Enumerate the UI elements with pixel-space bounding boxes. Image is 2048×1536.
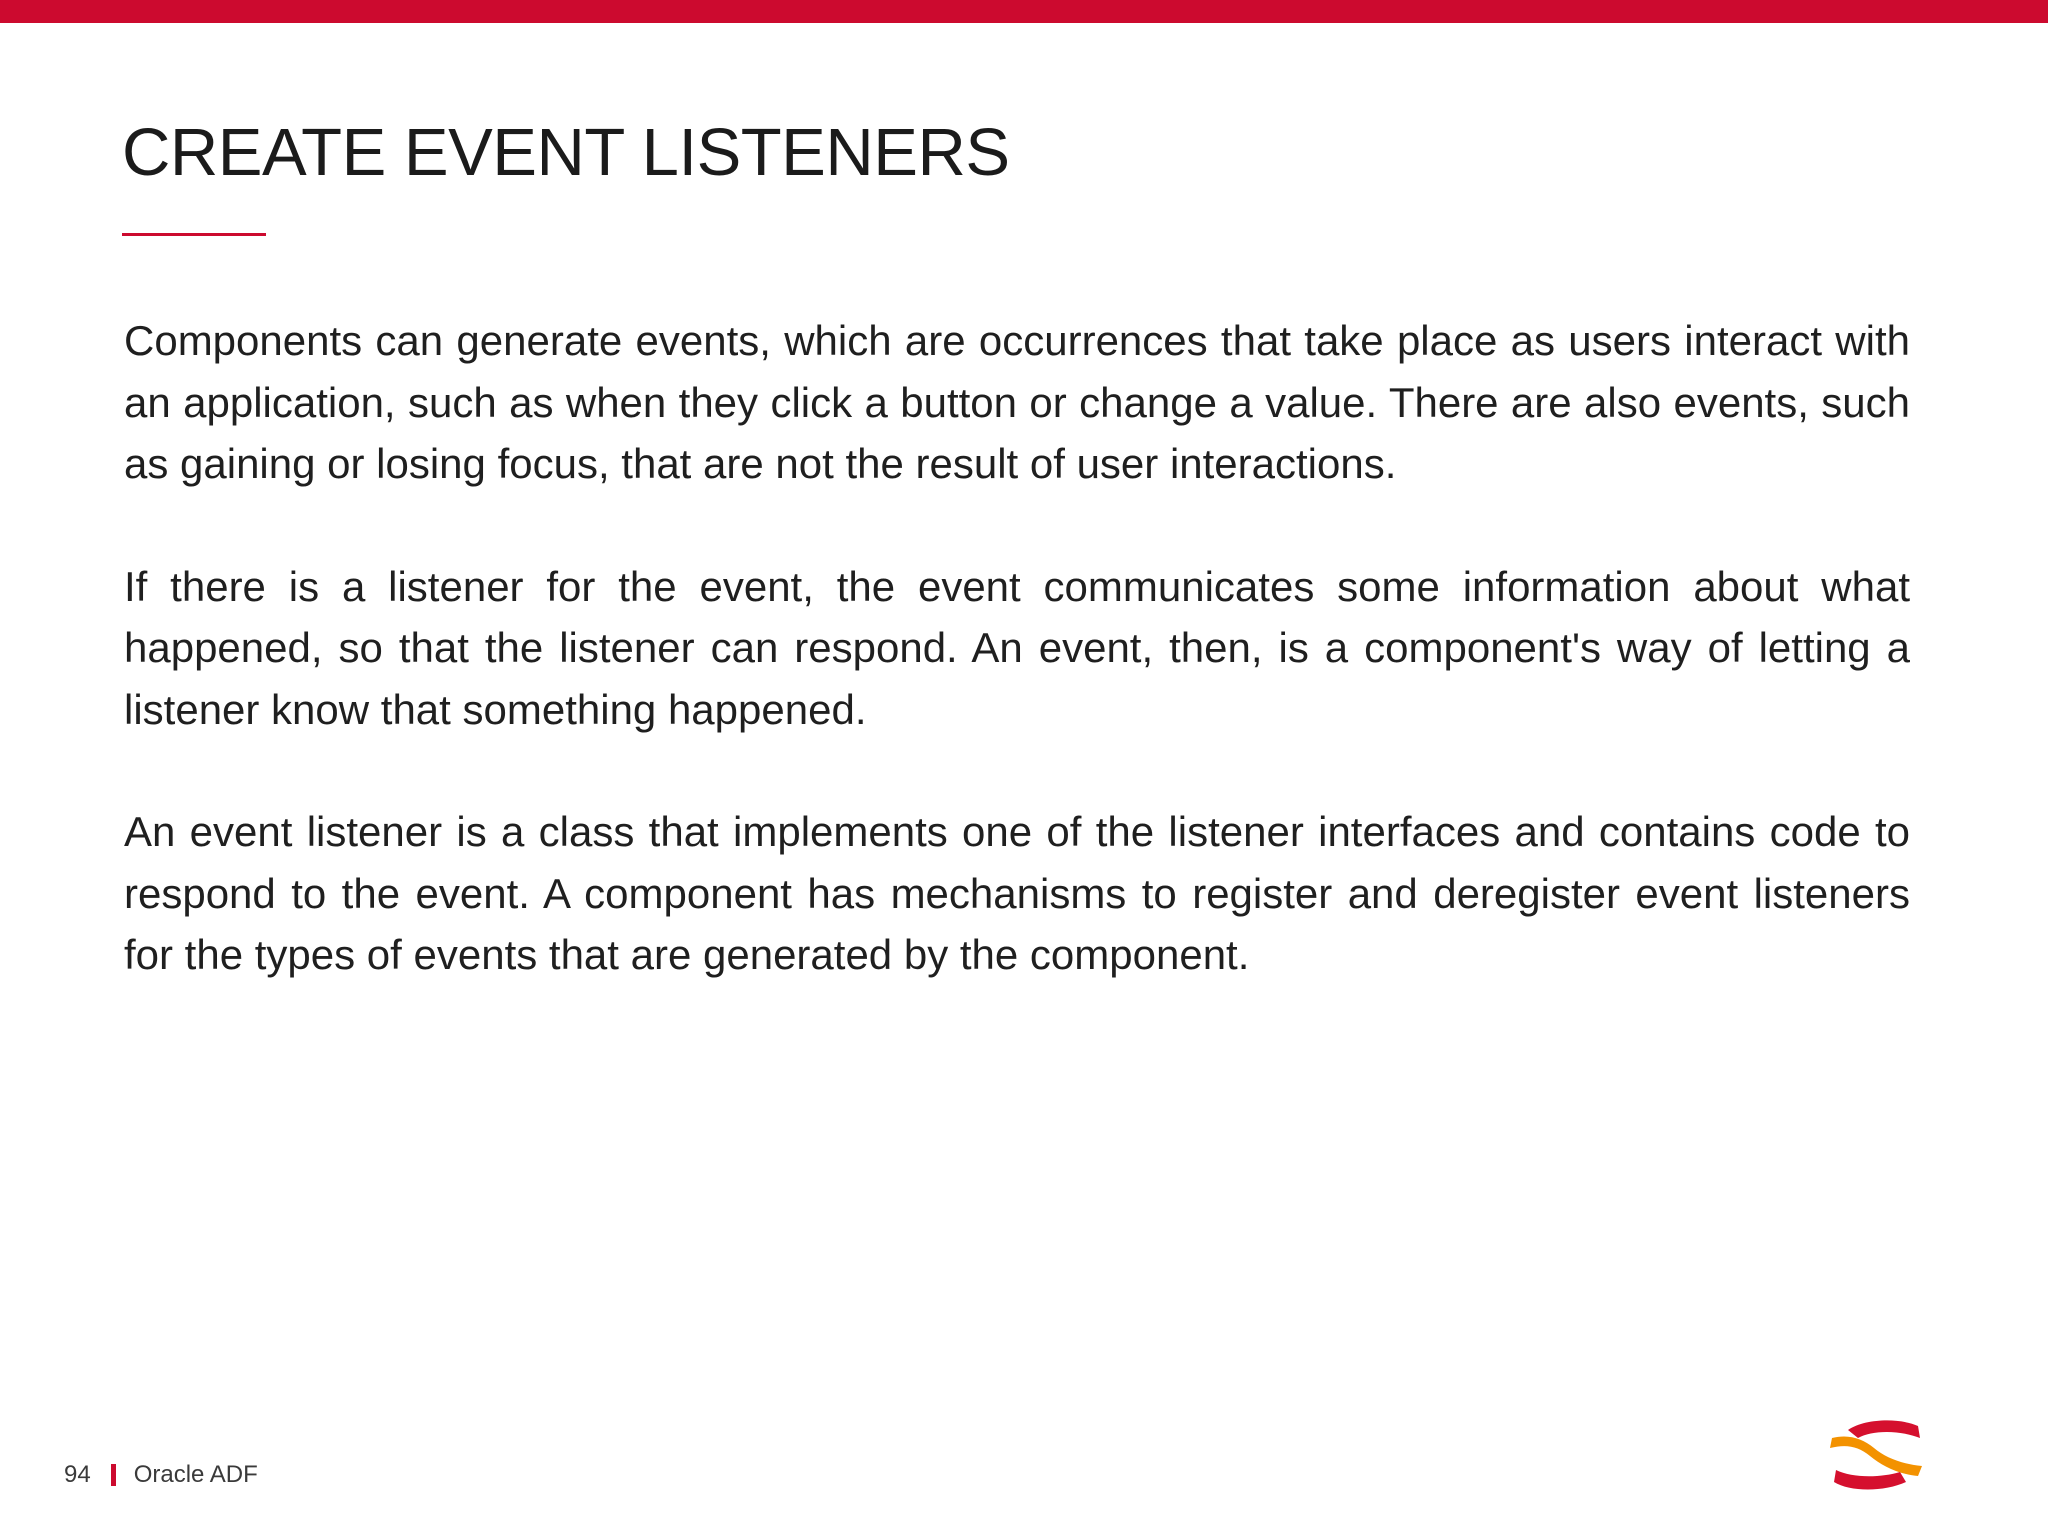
slide-title: CREATE EVENT LISTENERS xyxy=(122,115,1010,190)
logo-lower-red-swoosh xyxy=(1834,1470,1906,1490)
page-number: 94 xyxy=(64,1461,91,1488)
company-logo-icon xyxy=(1828,1416,1926,1492)
paragraph-1: Components can generate events, which are occurrences that take place as users interact with an application, such as when they click a button or change a value. There are also events, such as gaining or losing focus, that are not the result of user interactions. xyxy=(124,317,1910,487)
paragraph-2: If there is a listener for the event, the event communicates some information about what happened, so that the listener can respond. An event, then, is a component's way of letting a listener know that something happened. xyxy=(124,562,1910,733)
slide-body xyxy=(124,310,1910,1047)
logo-upper-red-swoosh xyxy=(1848,1420,1920,1438)
paragraph-3: An event listener is a class that implements one of the listener interfaces and contains code to respond to the event. A component has mechanisms to register and deregister event listeners for the types of events that are generated by the component. xyxy=(124,808,1910,978)
footer-separator xyxy=(111,1464,116,1486)
course-name: Oracle ADF xyxy=(133,1461,258,1488)
title-underline xyxy=(122,233,266,236)
footer xyxy=(64,1460,258,1490)
top-accent-bar xyxy=(0,0,2048,23)
logo-orange-band xyxy=(1830,1436,1922,1476)
